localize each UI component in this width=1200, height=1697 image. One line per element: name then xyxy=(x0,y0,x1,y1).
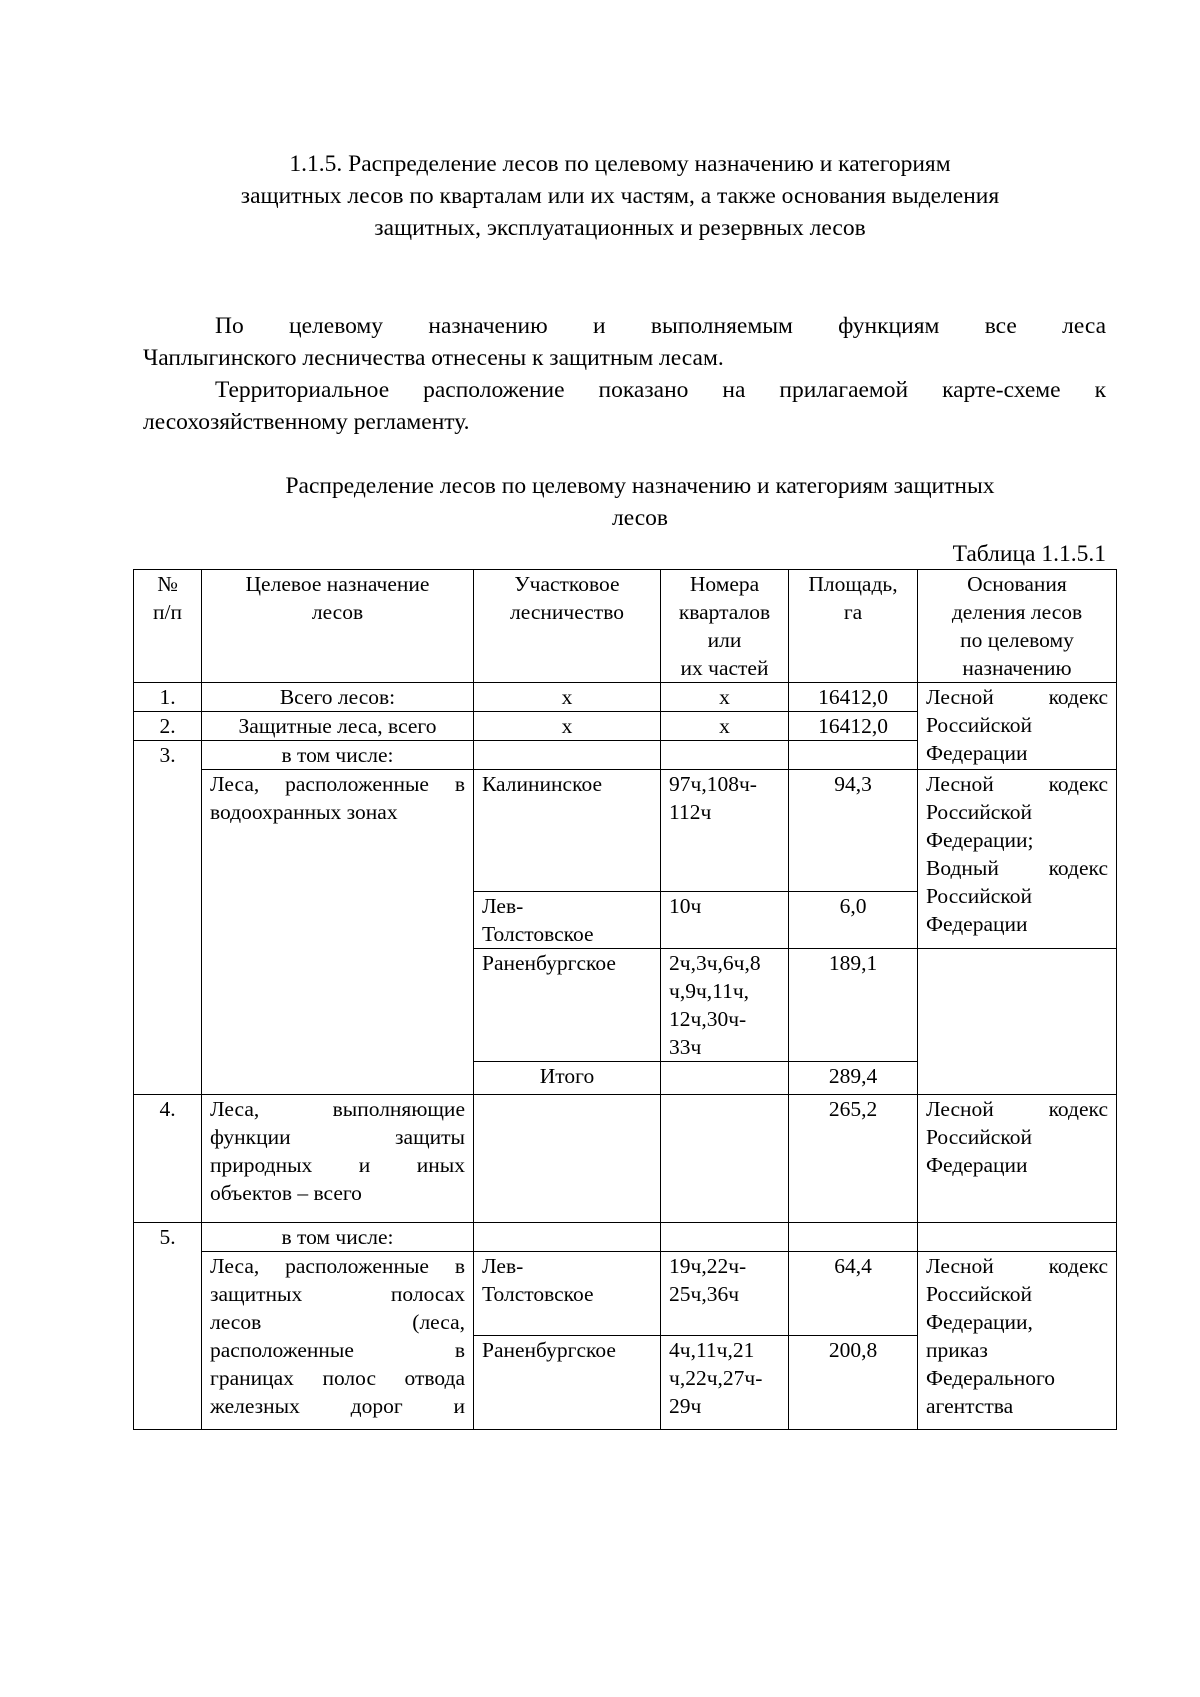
header-quarters: Номера кварталов или их частей xyxy=(661,570,789,683)
cell-purpose: Леса, расположенные в водоохранных зонах xyxy=(202,770,474,1095)
table-row xyxy=(134,1223,1117,1252)
cell-total-label: Итого xyxy=(474,1062,661,1095)
cell-quarters xyxy=(661,1095,789,1223)
cell-num: 3. xyxy=(134,741,202,1095)
cell-area xyxy=(789,1223,918,1252)
table-header-row xyxy=(134,570,1117,683)
header-num: № п/п xyxy=(134,570,202,683)
paragraph-line: лесохозяйственному регламенту. xyxy=(143,409,470,435)
cell-quarters xyxy=(661,741,789,770)
table-row xyxy=(134,683,1117,712)
cell-district: Лев- Толстовское xyxy=(474,892,661,949)
cell-area: 64,4 xyxy=(789,1252,918,1336)
cell-district: Раненбургское xyxy=(474,949,661,1062)
caption-line: лесов xyxy=(611,505,669,531)
cell-area: 16412,0 xyxy=(789,712,918,741)
table-row xyxy=(134,1095,1117,1223)
cell-quarters xyxy=(661,1062,789,1095)
cell-purpose: Защитные леса, всего xyxy=(202,712,474,741)
cell-area: 265,2 xyxy=(789,1095,918,1223)
cell-quarters: 10ч xyxy=(661,892,789,949)
header-area: Площадь, га xyxy=(789,570,918,683)
cell-num: 1. xyxy=(134,683,202,712)
cell-area: 94,3 xyxy=(789,770,918,892)
cell-num: 5. xyxy=(134,1223,202,1430)
cell-district: Калининское xyxy=(474,770,661,892)
cell-purpose: в том числе: xyxy=(202,1223,474,1252)
table-row xyxy=(134,1252,1117,1336)
cell-num: 2. xyxy=(134,712,202,741)
cell-area: 189,1 xyxy=(789,949,918,1062)
cell-area: 16412,0 xyxy=(789,683,918,712)
cell-district: Раненбургское xyxy=(474,1336,661,1430)
cell-quarters: 2ч,3ч,6ч,8 ч,9ч,11ч, 12ч,30ч- 33ч xyxy=(661,949,789,1062)
cell-basis: Лесной кодекс Российской Федерации; Водный кодекс Российской Федерации xyxy=(918,770,1117,949)
cell-quarters: 19ч,22ч- 25ч,36ч xyxy=(661,1252,789,1336)
paragraph-location xyxy=(143,374,1106,438)
forest-distribution-table xyxy=(133,569,1117,1430)
header-district: Участковое лесничество xyxy=(474,570,661,683)
cell-basis xyxy=(918,949,1117,1095)
cell-district: х xyxy=(474,712,661,741)
cell-area: 6,0 xyxy=(789,892,918,949)
cell-quarters xyxy=(661,1223,789,1252)
cell-total-area: 289,4 xyxy=(789,1062,918,1095)
cell-basis: Лесной кодекс Российской Федерации, приказ Федерального агентства xyxy=(918,1252,1117,1430)
paragraph-purpose xyxy=(143,310,1106,374)
cell-num: 4. xyxy=(134,1095,202,1223)
cell-basis: Лесной кодекс Российской Федерации xyxy=(918,1095,1117,1223)
cell-purpose: Леса, выполняющие функции защиты природных и иных объектов – всего xyxy=(202,1095,474,1223)
table-row xyxy=(134,770,1117,892)
heading-line: 1.1.5. Распределение лесов по целевому назначению и категориям xyxy=(289,151,951,177)
cell-district xyxy=(474,741,661,770)
cell-area: 200,8 xyxy=(789,1336,918,1430)
table-number-label: Таблица 1.1.5.1 xyxy=(952,541,1106,567)
paragraph-line: По целевому назначению и выполняемым функциям все леса xyxy=(215,313,1106,339)
cell-quarters: х xyxy=(661,683,789,712)
heading-line: защитных лесов по кварталам или их частям, а также основания выделения xyxy=(240,183,1000,209)
cell-purpose: Всего лесов: xyxy=(202,683,474,712)
paragraph-line: Чаплыгинского лесничества отнесены к защитным лесам. xyxy=(143,345,724,371)
cell-basis: Лесной кодекс Российской Федерации xyxy=(918,683,1117,770)
header-purpose: Целевое назначение лесов xyxy=(202,570,474,683)
table-caption xyxy=(200,470,1080,534)
cell-quarters: х xyxy=(661,712,789,741)
header-basis: Основания деления лесов по целевому назначению xyxy=(918,570,1117,683)
cell-district xyxy=(474,1095,661,1223)
heading-line: защитных, эксплуатационных и резервных лесов xyxy=(374,215,866,241)
cell-district: х xyxy=(474,683,661,712)
cell-purpose: в том числе: xyxy=(202,741,474,770)
cell-area xyxy=(789,741,918,770)
cell-quarters: 97ч,108ч- 112ч xyxy=(661,770,789,892)
section-heading xyxy=(160,148,1080,244)
cell-quarters: 4ч,11ч,21 ч,22ч,27ч- 29ч xyxy=(661,1336,789,1430)
caption-line: Распределение лесов по целевому назначению и категориям защитных xyxy=(285,473,995,499)
cell-purpose: Леса, расположенные в защитных полосах лесов (леса, расположенные в границах полос отвода железных дорог и xyxy=(202,1252,474,1430)
cell-district: Лев- Толстовское xyxy=(474,1252,661,1336)
cell-district xyxy=(474,1223,661,1252)
paragraph-line: Территориальное расположение показано на прилагаемой карте-схеме к xyxy=(215,377,1106,403)
cell-basis xyxy=(918,1223,1117,1252)
